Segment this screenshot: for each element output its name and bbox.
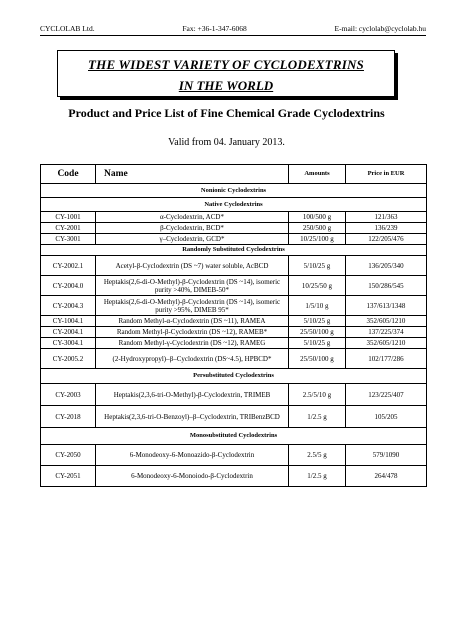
cell-code: CY-2004.1 <box>41 327 96 338</box>
cell-price: 137/613/1348 <box>346 296 427 316</box>
cell-name: Random Methyl-α-Cyclodextrin (DS ~11), RAMEA <box>96 316 289 327</box>
section-persubstituted: Persubstituted Cyclodextrins <box>41 369 427 384</box>
table-row <box>41 296 427 316</box>
cell-price: 352/605/1210 <box>346 316 427 327</box>
cell-code: CY-3004.1 <box>41 338 96 349</box>
cell-amounts: 100/500 g <box>289 212 346 223</box>
cell-name: Heptakis(2,6-di-O-Methyl)-β-Cyclodextrin (DS ~14), isomeric purity >40%, DIMEB-50* <box>96 276 289 296</box>
cell-amounts: 2.5/5 g <box>289 445 346 466</box>
cell-amounts: 1/2.5 g <box>289 466 346 487</box>
cell-amounts: 25/50/100 g <box>289 327 346 338</box>
cell-code: CY-2050 <box>41 445 96 466</box>
table-row <box>41 349 427 369</box>
table-row <box>41 384 427 406</box>
cell-price: 122/205/476 <box>346 234 427 245</box>
table-row <box>41 234 427 245</box>
cell-code: CY-2004.3 <box>41 296 96 316</box>
cell-name: Random Methyl-β-Cyclodextrin (DS ~12), RAMEB* <box>96 327 289 338</box>
header-name: Name <box>96 165 289 184</box>
page-header <box>40 24 426 33</box>
cell-price: 579/1090 <box>346 445 427 466</box>
cell-amounts: 1/5/10 g <box>289 296 346 316</box>
table-row <box>41 316 427 327</box>
section-monosubstituted: Monosubstituted Cyclodextrins <box>41 428 427 445</box>
table-row <box>41 276 427 296</box>
title-box <box>57 50 395 97</box>
cell-amounts: 25/50/100 g <box>289 349 346 369</box>
cell-price: 102/177/286 <box>346 349 427 369</box>
cell-name: 6-Monodeoxy-6-Monoazido-β-Cyclodextrin <box>96 445 289 466</box>
cell-code: CY-2004.0 <box>41 276 96 296</box>
cell-name: Heptakis(2,3,6-tri-O-Benzoyl)–β–Cyclodextrin, TRIBenzBCD <box>96 406 289 428</box>
cell-name: β-Cyclodextrin, BCD* <box>96 223 289 234</box>
cell-code: CY-3001 <box>41 234 96 245</box>
cell-amounts: 5/10/25 g <box>289 316 346 327</box>
cell-name: Acetyl-β-Cyclodextrin (DS ~7) water soluble, AcBCD <box>96 256 289 276</box>
cell-code: CY-2002.1 <box>41 256 96 276</box>
cell-name: Heptakis(2,3,6-tri-O-Methyl)-β-Cyclodextrin, TRIMEB <box>96 384 289 406</box>
header-amounts: Amounts <box>289 165 346 184</box>
email-address: E-mail: cyclolab@cyclolab.hu <box>334 24 426 33</box>
cell-code: CY-2051 <box>41 466 96 487</box>
cell-amounts: 5/10/25 g <box>289 256 346 276</box>
header-code: Code <box>41 165 96 184</box>
cell-name: γ–Cyclodextrin, GCD* <box>96 234 289 245</box>
table-row <box>41 466 427 487</box>
cell-price: 150/286/545 <box>346 276 427 296</box>
section-nonionic: Nonionic Cyclodextrins <box>41 184 427 198</box>
section-randomly: Randomly Substituted Cyclodextrins <box>41 245 427 256</box>
cell-price: 105/205 <box>346 406 427 428</box>
cell-code: CY-1001 <box>41 212 96 223</box>
cell-price: 352/605/1210 <box>346 338 427 349</box>
cell-code: CY-2003 <box>41 384 96 406</box>
header-divider <box>40 35 426 36</box>
title-line-1: THE WIDEST VARIETY OF CYCLODEXTRINS <box>88 57 364 72</box>
cell-code: CY-1004.1 <box>41 316 96 327</box>
title-line-2: IN THE WORLD <box>178 78 274 93</box>
table-row <box>41 445 427 466</box>
page-subtitle: Product and Price List of Fine Chemical Grade Cyclodextrins <box>68 106 385 120</box>
cell-amounts: 250/500 g <box>289 223 346 234</box>
cell-code: CY-2018 <box>41 406 96 428</box>
price-table <box>40 164 427 487</box>
cell-amounts: 1/2.5 g <box>289 406 346 428</box>
table-header-row <box>41 165 427 184</box>
cell-price: 136/205/340 <box>346 256 427 276</box>
cell-name: (2-Hydroxypropyl)–β–Cyclodextrin (DS~4.5), HPBCD* <box>96 349 289 369</box>
fax-number: Fax: +36-1-347-6068 <box>182 24 247 33</box>
cell-amounts: 5/10/25 g <box>289 338 346 349</box>
cell-name: Heptakis(2,6-di-O-Methyl)-β-Cyclodextrin (DS ~14), isomeric purity >95%, DIMEB 95* <box>96 296 289 316</box>
cell-name: α-Cyclodextrin, ACD* <box>96 212 289 223</box>
cell-code: CY-2005.2 <box>41 349 96 369</box>
cell-name: 6-Monodeoxy-6-Monoiodo-β-Cyclodextrin <box>96 466 289 487</box>
table-row <box>41 338 427 349</box>
cell-amounts: 10/25/100 g <box>289 234 346 245</box>
cell-price: 136/239 <box>346 223 427 234</box>
company-name: CYCLOLAB Ltd. <box>40 24 95 33</box>
cell-amounts: 2.5/5/10 g <box>289 384 346 406</box>
table-row <box>41 256 427 276</box>
valid-from: Valid from 04. January 2013. <box>168 137 285 148</box>
cell-price: 264/478 <box>346 466 427 487</box>
table-row <box>41 223 427 234</box>
cell-amounts: 10/25/50 g <box>289 276 346 296</box>
table-row <box>41 327 427 338</box>
table-row <box>41 406 427 428</box>
cell-code: CY-2001 <box>41 223 96 234</box>
cell-price: 121/363 <box>346 212 427 223</box>
cell-price: 123/225/407 <box>346 384 427 406</box>
cell-name: Random Methyl-γ-Cyclodextrin (DS ~12), RAMEG <box>96 338 289 349</box>
header-price: Price in EUR <box>346 165 427 184</box>
section-native: Native Cyclodextrins <box>41 198 427 212</box>
table-row <box>41 212 427 223</box>
cell-price: 137/225/374 <box>346 327 427 338</box>
